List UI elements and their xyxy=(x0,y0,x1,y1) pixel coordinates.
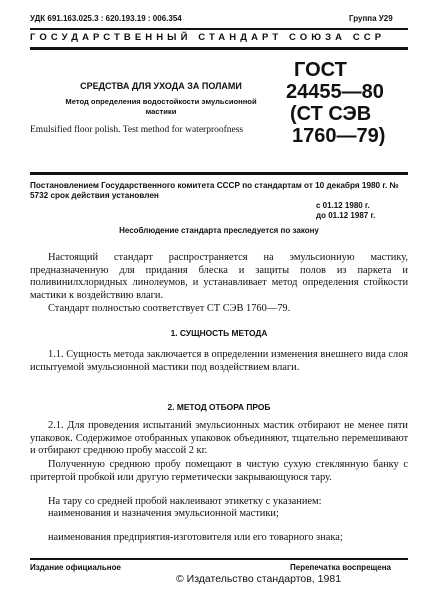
section-2-paragraph-2: Полученную среднюю пробу помещают в чистую сухую стеклянную банку с притертой пробкой или другую герметически закрывающуюся тару. xyxy=(30,459,408,483)
designation-st-sev-number: 1760—79) xyxy=(292,125,386,147)
reprint-prohibited-label: Перепечатка воспрещена xyxy=(290,563,391,572)
organization-title: ГОСУДАРСТВЕННЫЙ СТАНДАРТ СОЮЗА ССР xyxy=(30,32,386,43)
designation-st-sev: (СТ СЭВ xyxy=(290,103,372,125)
penalty-notice: Несоблюдение стандарта преследуется по закону xyxy=(119,226,319,235)
document-title: СРЕДСТВА ДЛЯ УХОДА ЗА ПОЛАМИ xyxy=(80,81,242,91)
section-2-paragraph-3: На тару со средней пробой наклеивают этикетку с указанием: xyxy=(48,496,322,507)
group-code: Группа У29 xyxy=(349,14,393,23)
footer-rule xyxy=(30,558,408,560)
header-rule-bottom xyxy=(30,47,408,50)
title-rule xyxy=(30,172,408,175)
english-title: Emulsified floor polish. Test method for waterproofness xyxy=(30,125,244,135)
date-to: до 01.12 1987 г. xyxy=(316,211,376,220)
decree-text: Постановлением Государственного комитета СССР по стандартам от 10 декабря 1980 г. № 5732 срок действия установлен xyxy=(30,181,399,200)
section-1-paragraph: 1.1. Сущность метода заключается в определении изменения внешнего вида слоя испытуемой эмульсионной мастики под воздействием влаги. xyxy=(30,349,408,373)
designation-gost: ГОСТ xyxy=(294,59,347,81)
standard-designation xyxy=(286,59,416,147)
intro-paragraph: Настоящий стандарт распространяется на эмульсионную мастику, предназначенную для придания блеска и защиты полов из паркета и поливинилхлоридных линолеумов, и устанавливает метод определения стойкости мастики к воздействию влаги. xyxy=(30,252,408,301)
date-from: с 01.12 1980 г. xyxy=(316,201,370,210)
udk-code: УДК 691.163.025.3 : 620.193.19 : 006.354 xyxy=(30,14,182,23)
document-subtitle: Метод определения водостойкости эмульсионной мастики xyxy=(65,97,257,116)
section-1-heading: 1. СУЩНОСТЬ МЕТОДА xyxy=(170,328,268,338)
header-rule-top xyxy=(30,28,408,30)
section-2-heading: 2. МЕТОД ОТБОРА ПРОБ xyxy=(167,402,271,412)
validity-dates xyxy=(316,201,408,221)
section-2-list-item-1: наименования и назначения эмульсионной мастики; xyxy=(48,508,279,519)
designation-number: 24455—80 xyxy=(286,81,384,103)
section-2-paragraph-1: 2.1. Для проведения испытаний эмульсионных мастик отбирают не менее пяти упаковок. Содержимое отобранных упаковок объединяют, тщательно перемешивают и отбирают среднюю пробу массой 2 кг. xyxy=(30,420,408,456)
official-edition-label: Издание официальное xyxy=(30,563,121,572)
conformity-paragraph: Стандарт полностью соответствует СТ СЭВ 1760—79. xyxy=(48,303,291,314)
copyright: © Издательство стандартов, 1981 xyxy=(176,573,342,585)
section-2-list-item-2: наименования предприятия-изготовителя или его товарного знака; xyxy=(48,532,343,543)
